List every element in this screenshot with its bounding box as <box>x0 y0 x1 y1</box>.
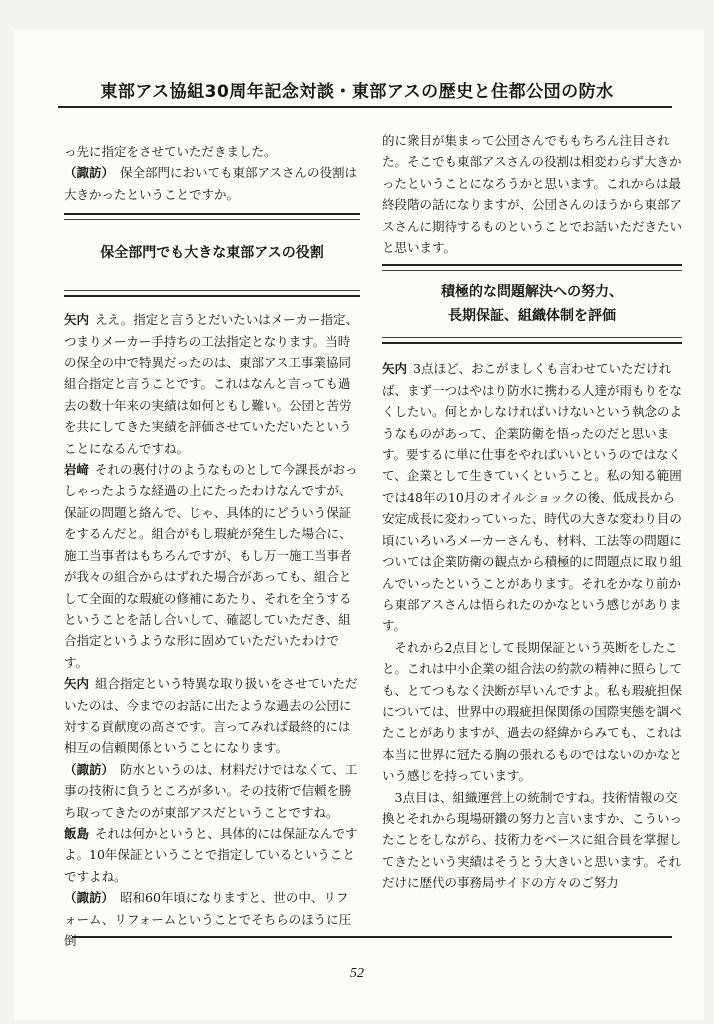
paragraph-text: 組合指定という特異な取り扱いをさせていただいたのは、今までのお話に出たような過去の公団に対する貢献度の高さです。言ってみれば最終的には相互の信頼関係ということになります。 <box>64 676 358 756</box>
section-heading-box <box>382 264 682 344</box>
paragraph <box>382 130 682 258</box>
paragraph <box>382 787 682 894</box>
paragraph-text: 的に衆目が集まって公団さんでももちろん注目された。そこでも東部アスさんの役割は相変わらず大きかったということになろうかと思います。これからは最終段階の話になりますが、公団さんのほうから東部アスさんに期待するものということでお話いただきたいと思います。 <box>382 133 683 256</box>
paragraph <box>382 358 682 636</box>
right-column <box>382 130 682 894</box>
paragraph-text: っ先に指定をさせていただきました。 <box>64 144 277 159</box>
speaker-label: 飯島 <box>64 825 90 841</box>
paragraph-text: 3点目は、組織運営上の統制ですね。技術情報の交換とそれから現場研鑽の努力と言いますか、こういったことをしながら、技術力をベースに組合員を掌握してきたという実績はそうとう大きいと思います。それだけに歴代の事務局サイドの方々のご努力 <box>382 789 683 891</box>
speaker-label: （諏訪） <box>64 165 115 181</box>
paragraph <box>64 162 360 205</box>
paragraph <box>64 673 360 759</box>
paragraph <box>64 759 360 823</box>
speaker-label: 岩﨑 <box>64 462 90 478</box>
paragraph-text: それの裏付けのようなものとして今課長がおっしゃったような経過の上にたったわけなんですが、保証の問題と絡んで、じゃ、具体的にどういう保証をするんだと。組合がもし瑕疵が発生した場合に、施工当事者はもちろんですが、もし万一施工当事者が我々の組合からはずれた場合があっても、組合として全面的な瑕疵の修補にあたり、それを全うするということを話し合いして、確認していただき、組合指定というような形に固めていただいたわけです。 <box>64 462 358 670</box>
paragraph-text: 昭和60年頃になりますと、世の中、リフォーム、リフォームということでそちらのほうに圧倒 <box>64 890 352 948</box>
paragraph <box>64 309 360 459</box>
speaker-label: 矢内 <box>64 676 90 692</box>
left-column <box>64 141 360 951</box>
section-heading: 保全部門でも大きな東部アスの役割 <box>100 245 324 262</box>
section-heading-line: 長期保証、組織体制を評価 <box>448 308 616 325</box>
paragraph-text: それは何かというと、具体的には保証なんですよ。10年保証ということで指定しているということですよね。 <box>64 825 358 884</box>
paragraph-text: 防水というのは、材料だけではなくて、工事の技術に負うところが多い。その技術で信頼を勝ち取ってきたのが東部アスだということですね。 <box>64 761 358 820</box>
section-heading-box <box>64 213 360 297</box>
page-number: 52 <box>350 966 364 981</box>
paragraph <box>382 637 682 787</box>
header-rule <box>58 106 672 108</box>
paragraph-text: ええ。指定と言うとだいたいはメーカー指定、つまりメーカー手持ちの工法指定となります。当時の保全の中で特異だったのは、東部アス工事業協同組合指定と言うことです。これはなんと言っても過去の数十年来の実績は如何ともし難い。公団と苦労を共にしてきた実績を評価させていただいたということになるんですね。 <box>64 312 359 456</box>
page-title: 東部アス協組30周年記念対談・東部アスの歴史と住都公団の防水 <box>100 82 614 102</box>
paragraph <box>64 887 360 951</box>
paragraph <box>64 459 360 673</box>
speaker-label: （諏訪） <box>64 761 115 777</box>
paragraph-text: 保全部門においても東部アスさんの役割は大きかったということですか。 <box>64 165 358 202</box>
paragraph <box>64 823 360 887</box>
paragraph-text: それから2点目として長期保証という英断をしたこと。これは中小企業の組合法の約款の精神に照らしても、とてつもなく決断が早いんですよ。私も瑕疵担保については、世界中の瑕疵担保関係の国際実態を調べたことがありますが、過去の経緯からみても、これは本当に世界に冠たる胸の張れるものではないのかなという感じを持っています。 <box>382 639 683 784</box>
section-heading-line: 積極的な問題解決への努力、 <box>441 284 623 301</box>
speaker-label: 矢内 <box>382 361 408 377</box>
speaker-label: 矢内 <box>64 312 90 328</box>
paragraph <box>64 141 360 162</box>
paragraph-text: 3点ほど、おこがましくも言わせていただければ、まず一つはやはり防水に携わる人達が雨もりをなくしたい。何とかしなければいけないという執念のようなものがあって、企業防衛を悟ったのだと思います。要するに単に仕事をやればいいというのではなくて、企業として生きていくということ。私の知る範囲では48年の10月のオイルショックの後、低成長から安定成長に変わっていった、時代の大きな変わり目の頃にいろいろメーカーさんも、材料、工法等の問題については企業防衛の観点から積極的に問題点に取り組んでいったということがあります。それをかなり前から東部アスさんは悟られたのかなという感じがあります。 <box>382 361 683 634</box>
footer-rule <box>72 936 672 938</box>
speaker-label: （諏訪） <box>64 890 115 906</box>
